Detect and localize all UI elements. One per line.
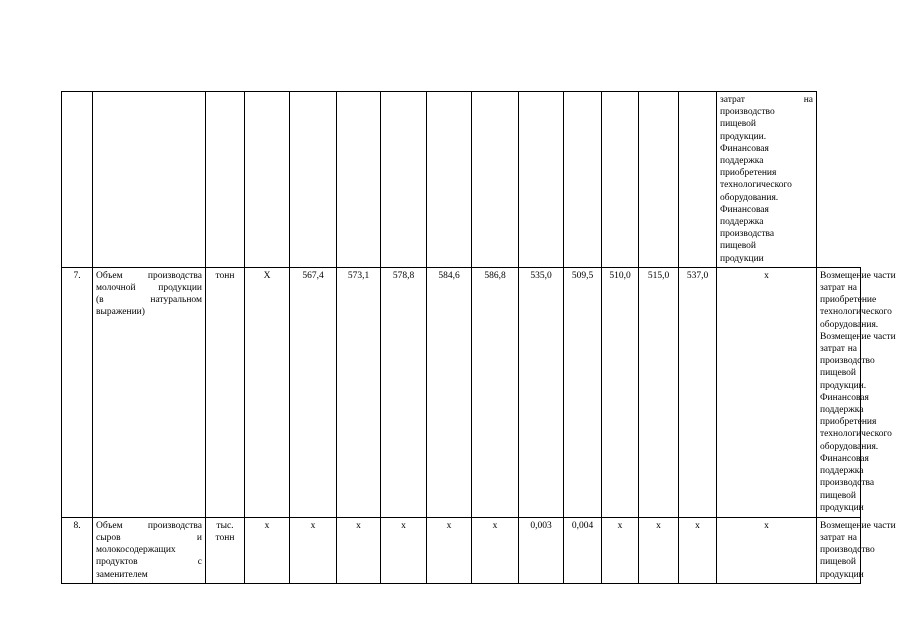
name-line bbox=[96, 544, 202, 556]
value-cell: х bbox=[427, 517, 472, 583]
note-line bbox=[720, 192, 813, 204]
note-word: производства bbox=[720, 229, 775, 240]
note-word: пищевой bbox=[820, 490, 856, 501]
note-line bbox=[820, 367, 857, 379]
note-word: оборудования. bbox=[820, 441, 879, 452]
unit-cell bbox=[206, 267, 245, 517]
note-word: технологического bbox=[820, 429, 892, 440]
empty-cell bbox=[602, 92, 639, 268]
note-line bbox=[820, 465, 864, 477]
name-word: Объем bbox=[96, 520, 123, 531]
note-word: на bbox=[803, 95, 813, 105]
empty-cell bbox=[564, 92, 602, 268]
table-row-continuation bbox=[62, 92, 861, 268]
note-line bbox=[720, 106, 813, 118]
name-line bbox=[96, 520, 202, 532]
note-word: поддержка bbox=[720, 217, 764, 228]
note-line bbox=[820, 343, 857, 355]
note-word: пищевой bbox=[720, 241, 756, 252]
note-line bbox=[820, 282, 857, 294]
note-word: производство bbox=[820, 356, 875, 367]
name-word: производства bbox=[147, 520, 202, 531]
note-word: Финансовая bbox=[720, 143, 769, 154]
note-line bbox=[820, 392, 869, 404]
note-line bbox=[820, 355, 875, 367]
note-word: поддержка bbox=[820, 466, 864, 477]
name-line bbox=[96, 294, 202, 306]
note-line bbox=[720, 118, 813, 130]
note-line bbox=[820, 490, 857, 502]
name-word: с bbox=[197, 557, 202, 568]
note-word: продукции bbox=[820, 502, 864, 513]
value-cell: х bbox=[472, 517, 519, 583]
value-cell: 584,6 bbox=[427, 267, 472, 517]
value-cell: х bbox=[381, 517, 427, 583]
note-line bbox=[820, 294, 877, 306]
indicator-name bbox=[93, 517, 206, 583]
value-cell: х bbox=[679, 517, 717, 583]
row-note-cell bbox=[817, 517, 896, 583]
note-word: приобретение bbox=[820, 295, 877, 306]
unit-line: тонн bbox=[215, 533, 235, 544]
note-line bbox=[820, 404, 864, 416]
note-line bbox=[820, 453, 869, 465]
name-line bbox=[96, 532, 202, 544]
note-line bbox=[820, 428, 892, 440]
empty-cell bbox=[472, 92, 519, 268]
empty-cell bbox=[290, 92, 337, 268]
note-line bbox=[720, 253, 813, 265]
note-line bbox=[820, 520, 896, 532]
empty-cell bbox=[381, 92, 427, 268]
name-word: продуктов bbox=[96, 557, 138, 568]
value-cell: 537,0 bbox=[679, 267, 717, 517]
empty-cell bbox=[427, 92, 472, 268]
name-line bbox=[96, 306, 202, 318]
note-word: продукции bbox=[820, 569, 864, 580]
table-row bbox=[62, 517, 861, 583]
name-word: молочной bbox=[96, 283, 136, 294]
note-line bbox=[720, 216, 813, 228]
name-word: Объем bbox=[96, 270, 123, 281]
value-cell: 573,1 bbox=[337, 267, 381, 517]
note-word: Финансовая bbox=[820, 392, 869, 403]
note-word: Финансовая bbox=[720, 204, 769, 215]
name-line bbox=[96, 569, 202, 581]
value-cell: 510,0 bbox=[602, 267, 639, 517]
name-line bbox=[96, 270, 202, 282]
empty-cell bbox=[337, 92, 381, 268]
note-word: Возмещение части bbox=[820, 331, 896, 342]
empty-cell bbox=[519, 92, 564, 268]
empty-cell bbox=[62, 92, 93, 268]
note-word: затрат bbox=[820, 283, 845, 294]
name-line bbox=[96, 556, 202, 568]
note-word: оборудования. bbox=[720, 192, 779, 203]
note-line bbox=[820, 556, 857, 568]
value-cell: х bbox=[717, 517, 817, 583]
note-word: производство bbox=[820, 545, 875, 556]
value-cell: 535,0 bbox=[519, 267, 564, 517]
name-word: продукции bbox=[158, 283, 202, 294]
name-word: молокосодержащих bbox=[96, 545, 176, 556]
name-word: (в bbox=[96, 295, 104, 306]
note-word: приобретения bbox=[720, 168, 777, 179]
note-line bbox=[720, 94, 813, 106]
unit-line: тыс. bbox=[216, 520, 234, 531]
empty-cell bbox=[93, 92, 206, 268]
note-word: пищевой bbox=[820, 368, 856, 379]
note-word: технологического bbox=[720, 180, 792, 191]
note-line bbox=[820, 544, 875, 556]
indicator-name bbox=[93, 267, 206, 517]
note-word: производства bbox=[820, 478, 875, 489]
empty-cell bbox=[679, 92, 717, 268]
note-line bbox=[820, 477, 875, 489]
note-line bbox=[820, 319, 879, 331]
name-word: производства bbox=[147, 270, 202, 281]
note-line bbox=[820, 270, 896, 282]
note-word: оборудования. bbox=[820, 319, 879, 330]
note-line bbox=[720, 131, 813, 143]
note-word: Финансовая bbox=[820, 453, 869, 464]
note-line bbox=[720, 167, 813, 179]
value-cell: 578,8 bbox=[381, 267, 427, 517]
note-word: пищевой bbox=[820, 557, 856, 568]
unit-cell bbox=[206, 517, 245, 583]
note-line bbox=[820, 331, 896, 343]
note-word: затрат bbox=[720, 95, 745, 105]
note-word: продукции. bbox=[720, 131, 767, 142]
note-word: пищевой bbox=[720, 119, 756, 130]
table-row bbox=[62, 267, 861, 517]
name-word: заменителем bbox=[96, 569, 148, 580]
note-line bbox=[820, 569, 864, 581]
value-cell: 0,004 bbox=[564, 517, 602, 583]
note-line bbox=[820, 502, 864, 514]
note-word: Возмещение части bbox=[820, 270, 896, 281]
value-cell: 0,003 bbox=[519, 517, 564, 583]
value-cell: х bbox=[717, 267, 817, 517]
value-cell: х bbox=[602, 517, 639, 583]
note-word: Возмещение части bbox=[820, 520, 896, 531]
note-line bbox=[820, 441, 879, 453]
note-line bbox=[720, 240, 813, 252]
note-word: на bbox=[847, 283, 857, 294]
row-note-cell bbox=[817, 267, 896, 517]
value-cell: х bbox=[245, 517, 290, 583]
value-cell: х bbox=[290, 517, 337, 583]
row-number: 7. bbox=[62, 267, 93, 517]
note-line bbox=[720, 204, 813, 216]
note-line bbox=[720, 143, 813, 155]
value-cell: X bbox=[245, 267, 290, 517]
note-line bbox=[820, 380, 867, 392]
value-cell: х bbox=[639, 517, 679, 583]
value-cell: 515,0 bbox=[639, 267, 679, 517]
indicators-table bbox=[61, 91, 896, 584]
name-word: сыров bbox=[96, 533, 121, 544]
note-word: поддержка bbox=[720, 156, 764, 167]
empty-cell bbox=[639, 92, 679, 268]
row-note-cell bbox=[717, 92, 817, 268]
name-word: выражении) bbox=[96, 307, 145, 318]
value-cell: х bbox=[337, 517, 381, 583]
note-word: затрат bbox=[820, 533, 845, 544]
note-word: производство bbox=[720, 107, 775, 118]
note-word: приобретения bbox=[820, 417, 877, 428]
note-line bbox=[720, 179, 813, 191]
note-word: на bbox=[847, 344, 857, 355]
name-word: и bbox=[196, 533, 202, 544]
note-line bbox=[820, 532, 857, 544]
note-word: затрат bbox=[820, 344, 845, 355]
empty-cell bbox=[245, 92, 290, 268]
note-word: на bbox=[847, 533, 857, 544]
note-word: продукции. bbox=[820, 380, 867, 391]
note-line bbox=[720, 228, 813, 240]
note-word: продукции bbox=[720, 253, 764, 264]
unit-line: тонн bbox=[215, 270, 235, 281]
note-line bbox=[820, 416, 877, 428]
value-cell: 509,5 bbox=[564, 267, 602, 517]
note-line bbox=[820, 306, 892, 318]
name-word: натуральном bbox=[150, 295, 202, 306]
note-word: поддержка bbox=[820, 405, 864, 416]
value-cell: 567,4 bbox=[290, 267, 337, 517]
note-line bbox=[720, 155, 813, 167]
value-cell: 586,8 bbox=[472, 267, 519, 517]
empty-cell bbox=[206, 92, 245, 268]
note-word: технологического bbox=[820, 307, 892, 318]
row-number: 8. bbox=[62, 517, 93, 583]
name-line bbox=[96, 282, 202, 294]
